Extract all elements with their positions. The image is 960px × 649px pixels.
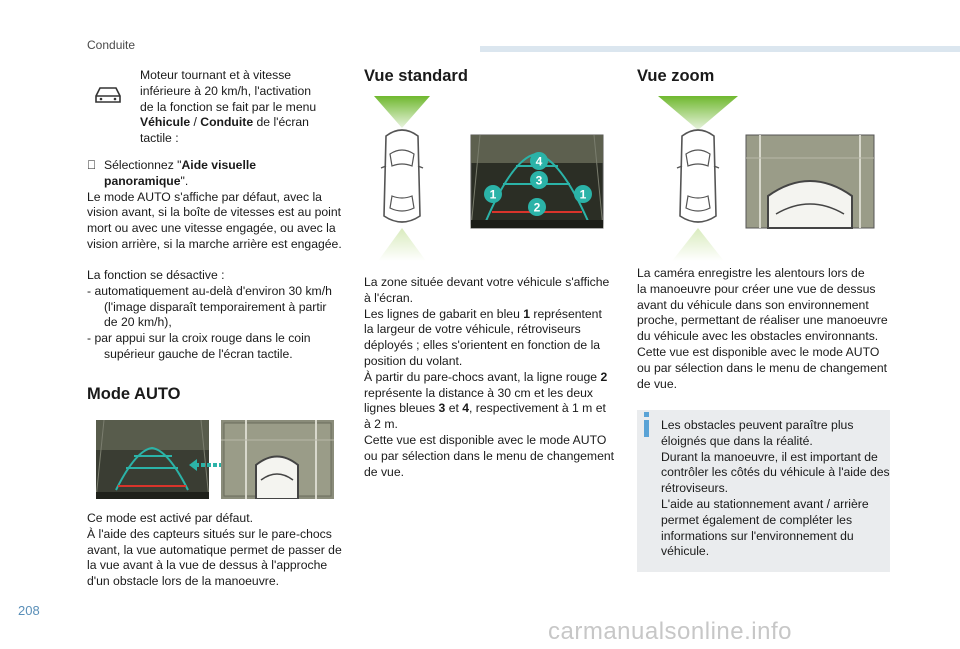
vue-standard-title: Vue standard	[364, 67, 468, 85]
front-camera-cone	[374, 96, 430, 128]
select-instruction: Sélectionnez "Aide visuelle panoramique". Le mode AUTO s'affiche par défaut, avec la vision avant, si la boîte de vitesses est au point mort ou avec une vitesse engagée, ou avec la vision arrière, si la marche arrière est engagée.	[87, 158, 342, 251]
mode-auto-text: Ce mode est activé par défaut. À l'aide des capteurs situés sur le pare-chocs avant, la vue automatique permet de passer de la vue avant à la vue de dessus à l'approche d'un obstacle lors de la manoeuvre.	[87, 511, 342, 589]
header-bar	[480, 46, 960, 52]
mode-auto-title: Mode AUTO	[87, 385, 181, 403]
standard-view-illustration	[368, 96, 608, 261]
car-icon	[92, 84, 124, 106]
info-icon	[644, 420, 649, 437]
callout-1-right	[573, 184, 593, 204]
condition-text: Moteur tournant et à vitesse inférieure à 20 km/h, l'activation de la fonction se fait par le menu Véhicule / Conduite de l'écran tactile :	[140, 68, 317, 146]
vue-zoom-title: Vue zoom	[637, 67, 715, 85]
svg-text:1: 1	[489, 187, 497, 202]
deactivate-block: La fonction se désactive : - automatiquement au-delà d'environ 30 km/h (l'image disparaît temporairement à partir de 20 km/h), - par appui sur la croix rouge dans le coin supérieur gauche de l'écran tactile.	[87, 268, 332, 361]
section-header: Conduite	[87, 38, 136, 52]
callout-2	[527, 197, 547, 217]
watermark: carmanualsonline.info	[548, 618, 792, 645]
callout-1-left	[483, 184, 503, 204]
svg-text:2: 2	[533, 200, 541, 215]
vue-standard-text: La zone située devant votre véhicule s'affiche à l'écran. Les lignes de gabarit en bleu 1 représentent la largeur de votre véhicule, rétroviseurs déployés ; elles s'orientent en fonction de la position du volant. À partir du pare-chocs avant, la ligne rouge 2 représente la distance à 30 cm et les deux lignes bleues 3 et 4, respectivement à 1 m et à 2 m. Cette vue est disponible avec le mode AUTO ou par sélection dans le menu de changement de vue.	[364, 275, 615, 479]
auto-top-view-image	[221, 420, 334, 499]
bullet-icon	[87, 158, 96, 174]
zoom-view-illustration	[646, 96, 878, 261]
svg-text:1: 1	[579, 187, 587, 202]
callout-4	[529, 151, 549, 171]
page-number: 208	[18, 603, 40, 618]
vue-zoom-text: La caméra enregistre les alentours lors de la manoeuvre pour créer une vue de dessus avant du véhicule dans son environnement proche, permettant de réaliser une manoeuvre du véhicule avec les obstacles environnants. Cette vue est disponible avec le mode AUTO ou par sélection dans le menu de changement de vue.	[637, 266, 888, 391]
info-box-text: Les obstacles peuvent paraître plus éloignés que dans la réalité. Durant la manoeuvre, il est important de contrôler les côtés du véhicule à l'aide des rétroviseurs. L'aide au stationnement avant / arrière permet également de compléter les informations sur l'environnement du véhicule.	[661, 418, 890, 559]
svg-text:3: 3	[535, 173, 543, 188]
svg-text:4: 4	[535, 154, 543, 169]
callout-3	[529, 170, 549, 190]
